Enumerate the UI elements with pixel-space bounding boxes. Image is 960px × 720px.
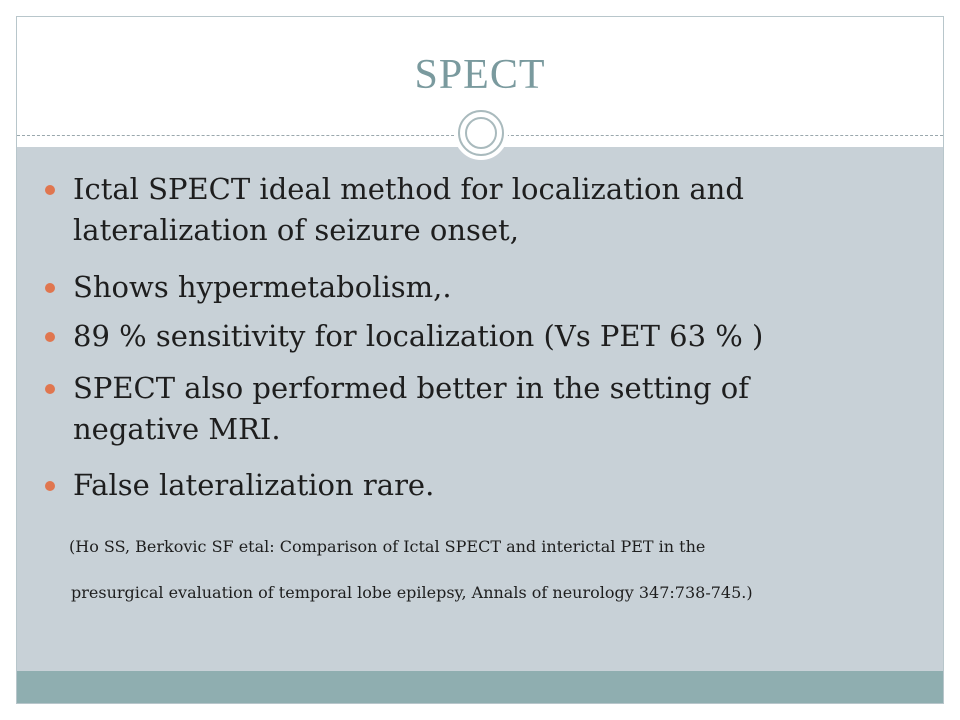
ring-outer xyxy=(458,110,504,156)
bullet-text-line: SPECT also performed better in the setting of xyxy=(73,371,749,405)
bullet-dot-icon xyxy=(45,283,55,293)
citation-line-2: presurgical evaluation of temporal lobe epilepsy, Annals of neurology 347:738-745.) xyxy=(71,583,753,602)
ring-inner xyxy=(465,117,497,149)
footer-band xyxy=(17,671,943,704)
slide xyxy=(16,16,944,704)
bullet-dot-icon xyxy=(45,481,55,491)
citation xyxy=(69,512,889,627)
bullet-text-line: negative MRI. xyxy=(73,412,281,446)
bullet-dot-icon xyxy=(45,185,55,195)
citation-line-1: (Ho SS, Berkovic SF etal: Comparison of Ictal SPECT and interictal PET in the xyxy=(69,537,706,556)
bullet-text-line: Shows hypermetabolism,. xyxy=(73,270,452,304)
double-ring-icon xyxy=(454,106,508,160)
bullet-text-line: 89 % sensitivity for localization (Vs PET 63 % ) xyxy=(73,319,764,353)
bullet-text-line: False lateralization rare. xyxy=(73,468,435,502)
slide-title: SPECT xyxy=(414,52,546,98)
bullet-dot-icon xyxy=(45,384,55,394)
bullet-dot-icon xyxy=(45,332,55,342)
bullet-text-line: lateralization of seizure onset, xyxy=(73,213,519,247)
bullet-text-line: Ictal SPECT ideal method for localization and xyxy=(73,172,744,206)
